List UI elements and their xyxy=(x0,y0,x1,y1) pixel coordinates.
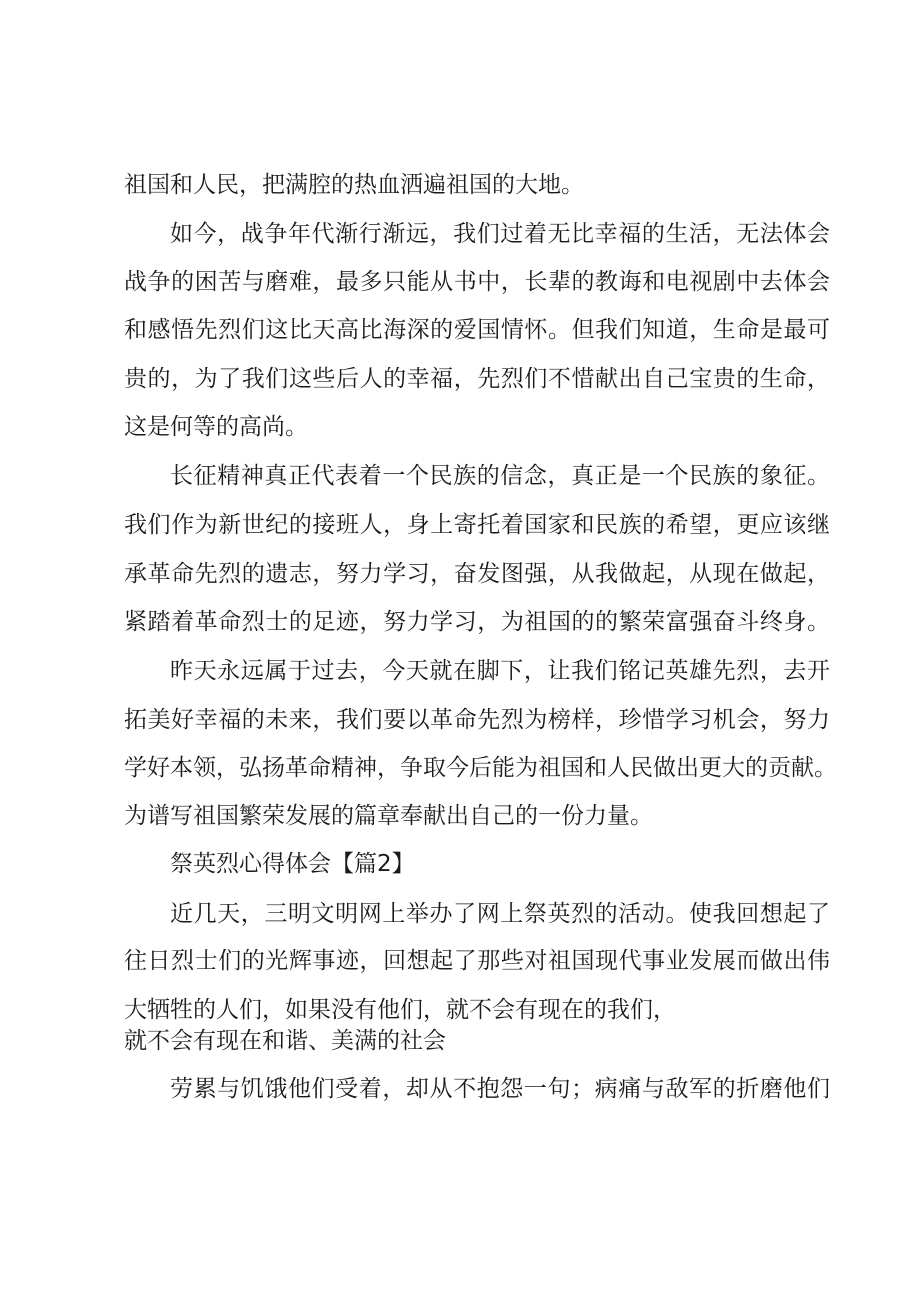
paragraph-3-line-3: 学好本领，弘扬革命精神，争取今后能为祖国和人民做出更大的贡献。 xyxy=(124,755,837,781)
paragraph-3-line-2: 拓美好幸福的未来，我们要以革命先烈为榜样，珍惜学习机会，努力 xyxy=(124,707,830,733)
paragraph-1-line-2: 战争的困苦与磨难，最多只能从书中，长辈的教诲和电视剧中去体会 xyxy=(124,269,830,295)
paragraph-1-line-1: 如今，战争年代渐行渐远，我们过着无比幸福的生活，无法体会 xyxy=(170,221,830,247)
paragraph-0-line-1: 祖国和人民，把满腔的热血洒遍祖国的大地。 xyxy=(124,172,584,198)
paragraph-2-line-1: 长征精神真正代表着一个民族的信念，真正是一个民族的象征。 xyxy=(170,463,830,489)
paragraph-1-line-5: 这是何等的高尚。 xyxy=(124,414,308,440)
paragraph-5-line-1: 劳累与饥饿他们受着，却从不抱怨一句；病痛与敌军的折磨他们 xyxy=(170,1076,830,1102)
paragraph-2-line-3: 承革命先烈的遗志，努力学习，奋发图强，从我做起，从现在做起， xyxy=(124,561,830,587)
paragraph-4-line-2: 往日烈士们的光辉事迹，回想起了那些对祖国现代事业发展而做出伟 xyxy=(124,948,830,974)
paragraph-2-line-4: 紧踏着革命烈士的足迹，努力学习，为祖国的的繁荣富强奋斗终身。 xyxy=(124,609,830,635)
paragraph-2-line-2: 我们作为新世纪的接班人，身上寄托着国家和民族的希望，更应该继 xyxy=(124,512,830,538)
paragraph-3-line-4: 为谱写祖国繁荣发展的篇章奉献出自己的一份力量。 xyxy=(124,803,653,829)
paragraph-1-line-3: 和感悟先烈们这比天高比海深的爱国情怀。但我们知道，生命是最可 xyxy=(124,317,830,343)
paragraph-3-line-1: 昨天永远属于过去，今天就在脚下，让我们铭记英雄先烈，去开 xyxy=(170,658,830,684)
paragraph-4-line-4: 就不会有现在和谐、美满的社会 xyxy=(124,1028,446,1054)
paragraph-4-line-3: 大牺牲的人们，如果没有他们，就不会有现在的我们， xyxy=(124,997,676,1023)
paragraph-4-line-1: 近几天，三明文明网上举办了网上祭英烈的活动。使我回想起了 xyxy=(170,901,830,927)
paragraph-1-line-4: 贵的，为了我们这些后人的幸福，先烈们不惜献出自己宝贵的生命， xyxy=(124,366,830,392)
section-heading: 祭英烈心得体会【篇2】 xyxy=(170,851,415,877)
